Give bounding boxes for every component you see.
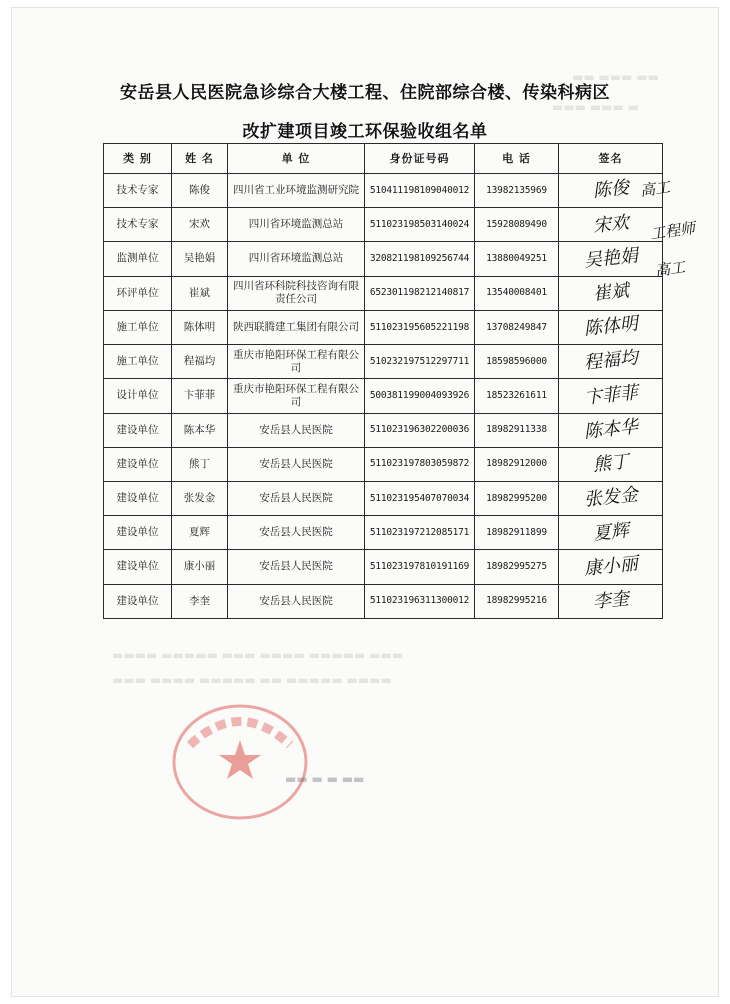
cell-unit: 四川省环科院科技咨询有限责任公司 xyxy=(228,276,365,310)
cell-category: 监测单位 xyxy=(104,242,172,276)
header-unit: 单 位 xyxy=(228,144,365,174)
table-row xyxy=(104,208,663,242)
cell-category: 设计单位 xyxy=(104,379,172,413)
table-row xyxy=(104,242,663,276)
cell-unit: 安岳县人民医院 xyxy=(228,413,365,447)
cell-name: 吴艳娟 xyxy=(172,242,228,276)
cell-unit: 安岳县人民医院 xyxy=(228,516,365,550)
cell-unit: 四川省工业环境监测研究院 xyxy=(228,174,365,208)
cell-name: 陈俊 xyxy=(172,174,228,208)
cell-signature xyxy=(559,550,663,584)
handwritten-note: 高工 xyxy=(638,177,672,200)
cell-id-number: 511023195407070034 xyxy=(365,481,475,515)
cell-name: 陈本华 xyxy=(172,413,228,447)
handwritten-signature: 吴艳娟 xyxy=(582,245,639,272)
cell-signature xyxy=(559,413,663,447)
cell-unit: 陕西联腾建工集团有限公司 xyxy=(228,310,365,344)
cell-unit: 四川省环境监测总站 xyxy=(228,208,365,242)
handwritten-note: 高工 xyxy=(653,257,687,280)
cell-unit: 重庆市艳阳环保工程有限公司 xyxy=(228,379,365,413)
bleed-through-text: ▬▬▬ ▬▬▬▬ ▬▬▬▬▬ ▬▬ ▬▬▬▬▬ ▬▬▬▬ xyxy=(112,673,392,687)
cell-id-number: 511023196311300012 xyxy=(365,584,475,618)
cell-name: 崔斌 xyxy=(172,276,228,310)
document-title-line1: 安岳县人民医院急诊综合大楼工程、住院部综合楼、传染科病区 xyxy=(120,83,610,103)
table-row xyxy=(104,481,663,515)
table-row xyxy=(104,550,663,584)
table-row xyxy=(104,345,663,379)
handwritten-signature: 张发金 xyxy=(582,484,639,512)
acceptance-team-table xyxy=(103,143,663,619)
header-category: 类 别 xyxy=(104,144,172,174)
cell-phone: 18982995216 xyxy=(475,584,559,618)
cell-category: 建设单位 xyxy=(104,584,172,618)
cell-category: 建设单位 xyxy=(104,413,172,447)
cell-signature xyxy=(559,345,663,379)
cell-unit: 安岳县人民医院 xyxy=(228,447,365,481)
header-phone: 电 话 xyxy=(475,144,559,174)
handwritten-signature: 卞菲菲 xyxy=(582,381,639,409)
cell-signature xyxy=(559,447,663,481)
cell-name: 张发金 xyxy=(172,481,228,515)
cell-phone: 18982911338 xyxy=(475,413,559,447)
handwritten-signature: 陈本华 xyxy=(582,416,639,443)
cell-id-number: 500381199004093926 xyxy=(365,379,475,413)
cell-name: 康小丽 xyxy=(172,550,228,584)
cell-phone: 13708249847 xyxy=(475,310,559,344)
table-row xyxy=(104,447,663,481)
cell-category: 技术专家 xyxy=(104,208,172,242)
cell-category: 施工单位 xyxy=(104,310,172,344)
cell-id-number: 511023198503140024 xyxy=(365,208,475,242)
cell-id-number: 320821198109256744 xyxy=(365,242,475,276)
cell-id-number: 652301198212140817 xyxy=(365,276,475,310)
handwritten-signature: 程福均 xyxy=(582,347,639,375)
cell-id-number: 511023197810191169 xyxy=(365,550,475,584)
cell-category: 建设单位 xyxy=(104,516,172,550)
cell-signature xyxy=(559,208,663,242)
handwritten-signature: 夏辉 xyxy=(591,519,630,545)
table-row xyxy=(104,310,663,344)
cell-name: 李奎 xyxy=(172,584,228,618)
table-row xyxy=(104,516,663,550)
cell-phone: 18982911899 xyxy=(475,516,559,550)
cell-signature xyxy=(559,276,663,310)
table-body xyxy=(104,174,663,619)
official-seal-stamp xyxy=(168,700,313,825)
cell-category: 技术专家 xyxy=(104,174,172,208)
handwritten-signature: 李奎 xyxy=(591,588,630,613)
handwritten-signature: 陈体明 xyxy=(582,313,639,341)
cell-signature xyxy=(559,242,663,276)
cell-id-number: 511023195605221198 xyxy=(365,310,475,344)
header-name: 姓 名 xyxy=(172,144,228,174)
cell-phone: 13540008401 xyxy=(475,276,559,310)
cell-phone: 18982912000 xyxy=(475,447,559,481)
cell-phone: 18523261611 xyxy=(475,379,559,413)
handwritten-signature: 熊丁 xyxy=(591,451,630,476)
cell-signature xyxy=(559,379,663,413)
cell-name: 卞菲菲 xyxy=(172,379,228,413)
cell-category: 建设单位 xyxy=(104,447,172,481)
table-row xyxy=(104,413,663,447)
cell-id-number: 510232197512297711 xyxy=(365,345,475,379)
cell-id-number: 511023197212085171 xyxy=(365,516,475,550)
cell-id-number: 511023197803059872 xyxy=(365,447,475,481)
cell-unit: 重庆市艳阳环保工程有限公司 xyxy=(228,345,365,379)
cell-unit: 安岳县人民医院 xyxy=(228,584,365,618)
cell-signature xyxy=(559,584,663,618)
handwritten-signature: 康小丽 xyxy=(582,553,639,580)
cell-signature xyxy=(559,481,663,515)
cell-signature xyxy=(559,516,663,550)
cell-unit: 四川省环境监测总站 xyxy=(228,242,365,276)
cell-name: 夏辉 xyxy=(172,516,228,550)
table-header-row xyxy=(104,144,663,174)
table-row xyxy=(104,276,663,310)
handwritten-signature: 宋欢 xyxy=(591,211,630,237)
bleed-through-text: ▬▬▬ ▬▬▬ ▬ xyxy=(552,100,639,114)
cell-signature xyxy=(559,310,663,344)
cell-name: 宋欢 xyxy=(172,208,228,242)
cell-name: 陈体明 xyxy=(172,310,228,344)
cell-phone: 18598596000 xyxy=(475,345,559,379)
table-row xyxy=(104,584,663,618)
cell-phone: 13880049251 xyxy=(475,242,559,276)
cell-category: 施工单位 xyxy=(104,345,172,379)
cell-category: 环评单位 xyxy=(104,276,172,310)
document-title-line2: 改扩建项目竣工环保验收组名单 xyxy=(242,122,488,142)
cell-phone: 18982995200 xyxy=(475,481,559,515)
header-id-number: 身份证号码 xyxy=(365,144,475,174)
handwritten-note: 工程师 xyxy=(649,218,697,244)
cell-unit: 安岳县人民医院 xyxy=(228,481,365,515)
handwritten-signature: 陈俊 xyxy=(591,177,630,203)
cell-category: 建设单位 xyxy=(104,550,172,584)
bleed-through-text: ▬▬▬▬ ▬▬▬▬▬ ▬▬▬ ▬▬▬▬ ▬▬▬▬▬ ▬▬▬ xyxy=(112,648,404,662)
faded-date-stamp: ▬▬ ▬ ▬ ▬▬ xyxy=(285,772,365,786)
cell-category: 建设单位 xyxy=(104,481,172,515)
bleed-through-text: ▬▬ ▬▬▬ ▬▬ xyxy=(572,70,659,84)
cell-id-number: 511023196302200036 xyxy=(365,413,475,447)
table-row xyxy=(104,379,663,413)
cell-phone: 13982135969 xyxy=(475,174,559,208)
table-row xyxy=(104,174,663,208)
cell-name: 程福均 xyxy=(172,345,228,379)
cell-phone: 15928089490 xyxy=(475,208,559,242)
header-signature: 签名 xyxy=(559,144,663,174)
cell-unit: 安岳县人民医院 xyxy=(228,550,365,584)
cell-phone: 18982995275 xyxy=(475,550,559,584)
cell-name: 熊丁 xyxy=(172,447,228,481)
handwritten-signature: 崔斌 xyxy=(591,280,630,305)
cell-id-number: 510411198109040012 xyxy=(365,174,475,208)
